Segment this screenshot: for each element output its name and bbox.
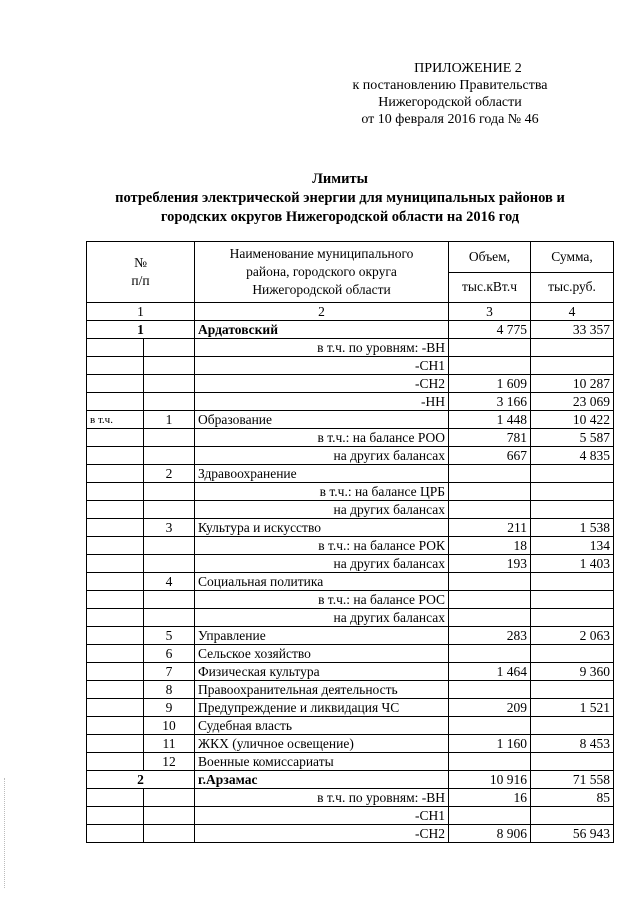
sub-item-name: на других балансах <box>195 501 449 519</box>
column-number: 3 <box>449 303 531 321</box>
table-row <box>87 699 614 717</box>
item-number-cell <box>144 537 195 555</box>
item-number: 11 <box>144 735 195 753</box>
row-prefix-cell <box>87 555 144 573</box>
table-row <box>87 483 614 501</box>
header-num-line-1: № <box>134 255 147 270</box>
table-row <box>87 465 614 483</box>
row-prefix-cell <box>87 447 144 465</box>
sum-value: 71 558 <box>531 771 614 789</box>
item-name: Образование <box>195 411 449 429</box>
volume-value: 667 <box>449 447 531 465</box>
row-prefix-cell <box>87 789 144 807</box>
column-number: 1 <box>87 303 195 321</box>
row-prefix-cell <box>87 537 144 555</box>
row-prefix <box>87 627 144 645</box>
district-name: Ардатовский <box>195 321 449 339</box>
volume-value: 1 464 <box>449 663 531 681</box>
sub-item-name: в т.ч.: на балансе ЦРБ <box>195 483 449 501</box>
volume-value: 8 906 <box>449 825 531 843</box>
table-row <box>87 375 614 393</box>
scan-edge-mark <box>4 778 7 888</box>
item-number: 10 <box>144 717 195 735</box>
volume-value <box>449 357 531 375</box>
row-prefix-cell <box>87 825 144 843</box>
row-prefix <box>87 663 144 681</box>
table-row <box>87 735 614 753</box>
volume-value <box>449 501 531 519</box>
sub-item-name: в т.ч. по уровням: -ВН <box>195 789 449 807</box>
row-prefix: в т.ч. <box>87 411 144 429</box>
table-row <box>87 501 614 519</box>
sum-value: 10 422 <box>531 411 614 429</box>
item-number-cell <box>144 825 195 843</box>
volume-value: 1 609 <box>449 375 531 393</box>
volume-value <box>449 609 531 627</box>
table-row <box>87 807 614 825</box>
item-number-cell <box>144 375 195 393</box>
item-name: ЖКХ (уличное освещение) <box>195 735 449 753</box>
volume-value <box>449 465 531 483</box>
table-row <box>87 645 614 663</box>
district-name: г.Арзамас <box>195 771 449 789</box>
title-line-2: потребления электрической энергии для муниципальных районов и <box>115 190 565 206</box>
table-row <box>87 393 614 411</box>
appendix-line-4: от 10 февраля 2016 года № 46 <box>361 112 539 127</box>
item-number-cell <box>144 789 195 807</box>
sum-value <box>531 483 614 501</box>
sum-value <box>531 609 614 627</box>
row-prefix-cell <box>87 591 144 609</box>
appendix-line-2: к постановлению Правительства <box>352 78 548 93</box>
item-name: Социальная политика <box>195 573 449 591</box>
sum-value <box>531 591 614 609</box>
sub-item-name: в т.ч.: на балансе РОС <box>195 591 449 609</box>
item-name: Культура и искусство <box>195 519 449 537</box>
sub-item-name: -СН1 <box>195 807 449 825</box>
volume-value <box>449 483 531 501</box>
row-prefix-cell <box>87 483 144 501</box>
sub-item-name: -НН <box>195 393 449 411</box>
header-sum: Сумма, <box>531 242 614 273</box>
sum-value <box>531 681 614 699</box>
table-row <box>87 681 614 699</box>
volume-value <box>449 753 531 771</box>
table-row <box>87 753 614 771</box>
item-number: 4 <box>144 573 195 591</box>
header-name <box>195 242 449 303</box>
header-name-line-3: Нижегородской области <box>252 282 391 297</box>
header-volume: Объем, <box>449 242 531 273</box>
item-number-cell <box>144 393 195 411</box>
item-name: Физическая культура <box>195 663 449 681</box>
item-number-cell <box>144 807 195 825</box>
item-name: Здравоохранение <box>195 465 449 483</box>
volume-value: 3 166 <box>449 393 531 411</box>
item-name: Правоохранительная деятельность <box>195 681 449 699</box>
item-number: 8 <box>144 681 195 699</box>
sub-item-name: на других балансах <box>195 609 449 627</box>
item-name: Судебная власть <box>195 717 449 735</box>
item-number: 7 <box>144 663 195 681</box>
table-row <box>87 591 614 609</box>
item-name: Сельское хозяйство <box>195 645 449 663</box>
table-row <box>87 339 614 357</box>
column-number: 2 <box>195 303 449 321</box>
row-prefix <box>87 573 144 591</box>
sub-item-name: -СН1 <box>195 357 449 375</box>
item-name: Управление <box>195 627 449 645</box>
table-header-row-1 <box>87 242 614 273</box>
volume-value <box>449 573 531 591</box>
sum-value: 2 063 <box>531 627 614 645</box>
header-name-line-2: района, городского округа <box>246 264 397 279</box>
sum-value <box>531 645 614 663</box>
table-row <box>87 537 614 555</box>
sum-value: 33 357 <box>531 321 614 339</box>
volume-value: 211 <box>449 519 531 537</box>
column-number-row <box>87 303 614 321</box>
item-number-cell <box>144 591 195 609</box>
table-row <box>87 663 614 681</box>
sum-value: 1 521 <box>531 699 614 717</box>
sub-item-name: в т.ч.: на балансе РОО <box>195 429 449 447</box>
row-prefix <box>87 465 144 483</box>
volume-value <box>449 717 531 735</box>
item-number: 3 <box>144 519 195 537</box>
table-row <box>87 411 614 429</box>
row-prefix-cell <box>87 807 144 825</box>
item-number-cell <box>144 555 195 573</box>
header-name-line-1: Наименование муниципального <box>229 246 414 261</box>
title-line-1: Лимиты <box>312 171 368 187</box>
sub-item-name: в т.ч. по уровням: -ВН <box>195 339 449 357</box>
sum-value <box>531 501 614 519</box>
item-number: 6 <box>144 645 195 663</box>
item-name: Предупреждение и ликвидация ЧС <box>195 699 449 717</box>
row-prefix <box>87 753 144 771</box>
sum-value: 134 <box>531 537 614 555</box>
sum-value <box>531 753 614 771</box>
item-number-cell <box>144 501 195 519</box>
item-name: Военные комиссариаты <box>195 753 449 771</box>
sum-value: 1 538 <box>531 519 614 537</box>
item-number: 1 <box>144 411 195 429</box>
volume-value: 1 160 <box>449 735 531 753</box>
table-row <box>87 429 614 447</box>
row-prefix <box>87 699 144 717</box>
title-line-3: городских округов Нижегородской области на 2016 год <box>160 209 520 225</box>
table-row <box>87 825 614 843</box>
appendix-title: ПРИЛОЖЕНИЕ 2 <box>414 61 522 76</box>
volume-value <box>449 591 531 609</box>
volume-value <box>449 681 531 699</box>
header-num-line-2: п/п <box>131 273 150 288</box>
appendix-line-3: Нижегородской области <box>378 95 522 110</box>
row-prefix-cell <box>87 357 144 375</box>
column-number: 4 <box>531 303 614 321</box>
row-prefix-cell <box>87 609 144 627</box>
sum-value: 23 069 <box>531 393 614 411</box>
row-prefix-cell <box>87 375 144 393</box>
row-prefix-cell <box>87 393 144 411</box>
row-prefix <box>87 681 144 699</box>
district-number: 1 <box>87 321 195 339</box>
table-row <box>87 321 614 339</box>
sum-value: 10 287 <box>531 375 614 393</box>
document-title <box>90 170 590 227</box>
sum-value <box>531 339 614 357</box>
sum-value <box>531 717 614 735</box>
row-prefix <box>87 519 144 537</box>
sum-value: 5 587 <box>531 429 614 447</box>
sum-value <box>531 465 614 483</box>
item-number-cell <box>144 357 195 375</box>
sum-value <box>531 807 614 825</box>
table-row <box>87 771 614 789</box>
table-row <box>87 609 614 627</box>
district-number: 2 <box>87 771 195 789</box>
sum-value: 9 360 <box>531 663 614 681</box>
item-number: 2 <box>144 465 195 483</box>
table-row <box>87 717 614 735</box>
row-prefix <box>87 717 144 735</box>
header-volume-unit: тыс.кВт.ч <box>449 272 531 303</box>
item-number: 12 <box>144 753 195 771</box>
sum-value: 4 835 <box>531 447 614 465</box>
item-number-cell <box>144 429 195 447</box>
row-prefix-cell <box>87 501 144 519</box>
limits-table <box>86 241 614 843</box>
header-num <box>87 242 195 303</box>
table-row <box>87 357 614 375</box>
sum-value: 56 943 <box>531 825 614 843</box>
volume-value: 209 <box>449 699 531 717</box>
item-number: 5 <box>144 627 195 645</box>
item-number: 9 <box>144 699 195 717</box>
volume-value <box>449 645 531 663</box>
sub-item-name: на других балансах <box>195 447 449 465</box>
table-row <box>87 447 614 465</box>
sub-item-name: -СН2 <box>195 825 449 843</box>
sub-item-name: в т.ч.: на балансе РОК <box>195 537 449 555</box>
sum-value <box>531 357 614 375</box>
sub-item-name: -СН2 <box>195 375 449 393</box>
volume-value: 16 <box>449 789 531 807</box>
volume-value: 10 916 <box>449 771 531 789</box>
sub-item-name: на других балансах <box>195 555 449 573</box>
table-row <box>87 573 614 591</box>
item-number-cell <box>144 339 195 357</box>
sum-value: 85 <box>531 789 614 807</box>
sum-value: 8 453 <box>531 735 614 753</box>
appendix-block <box>340 60 560 128</box>
item-number-cell <box>144 447 195 465</box>
item-number-cell <box>144 483 195 501</box>
volume-value: 18 <box>449 537 531 555</box>
row-prefix <box>87 735 144 753</box>
table-row <box>87 789 614 807</box>
row-prefix <box>87 645 144 663</box>
volume-value: 4 775 <box>449 321 531 339</box>
volume-value: 1 448 <box>449 411 531 429</box>
sum-value <box>531 573 614 591</box>
item-number-cell <box>144 609 195 627</box>
volume-value <box>449 339 531 357</box>
volume-value: 283 <box>449 627 531 645</box>
row-prefix-cell <box>87 339 144 357</box>
volume-value: 193 <box>449 555 531 573</box>
row-prefix-cell <box>87 429 144 447</box>
volume-value <box>449 807 531 825</box>
table-row <box>87 519 614 537</box>
table-row <box>87 627 614 645</box>
sum-value: 1 403 <box>531 555 614 573</box>
header-sum-unit: тыс.руб. <box>531 272 614 303</box>
volume-value: 781 <box>449 429 531 447</box>
table-row <box>87 555 614 573</box>
